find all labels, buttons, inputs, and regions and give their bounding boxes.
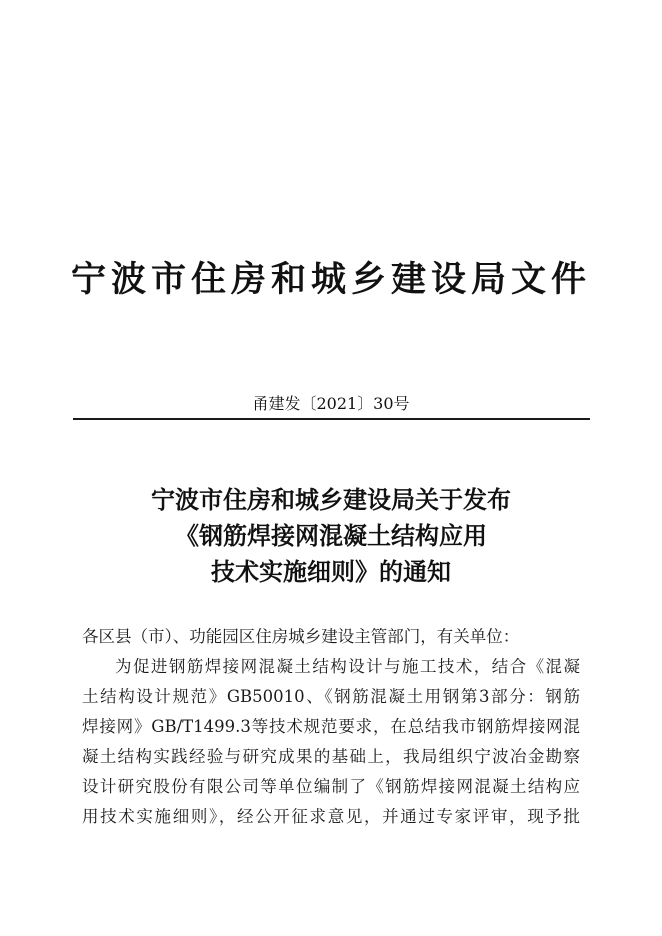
paragraph-line: 土结构设计规范》GB50010、《钢筋混凝土用钢第3部分：钢筋 bbox=[82, 687, 580, 706]
issuer-title: 宁波市住房和城乡建设局文件 bbox=[70, 259, 591, 300]
notice-title-line: 《钢筋焊接网混凝土结构应用 bbox=[175, 521, 487, 550]
paragraph-line: 为促进钢筋焊接网混凝土结构设计与施工技术，结合《混凝 bbox=[115, 657, 580, 676]
paragraph-line: 凝土结构实践经验与研究成果的基础上，我局组织宁波冶金勘察 bbox=[82, 747, 580, 766]
notice-title bbox=[0, 482, 662, 590]
paragraph-line: 用技术实施细则》，经公开征求意见，并通过专家评审，现予批 bbox=[82, 807, 580, 826]
notice-title-line: 宁波市住房和城乡建设局关于发布 bbox=[151, 485, 511, 514]
notice-body bbox=[82, 622, 580, 832]
document-number: 甬建发〔2021〕30号 bbox=[252, 394, 410, 413]
paragraph-line: 设计研究股份有限公司等单位编制了《钢筋焊接网混凝土结构应 bbox=[82, 777, 580, 796]
notice-title-line: 技术实施细则》的通知 bbox=[211, 557, 451, 586]
header-divider bbox=[73, 418, 590, 420]
paragraph-line: 焊接网》GB/T1499.3等技术规范要求，在总结我市钢筋焊接网混 bbox=[82, 717, 580, 736]
salutation: 各区县（市）、功能园区住房城乡建设主管部门，有关单位： bbox=[82, 627, 520, 646]
